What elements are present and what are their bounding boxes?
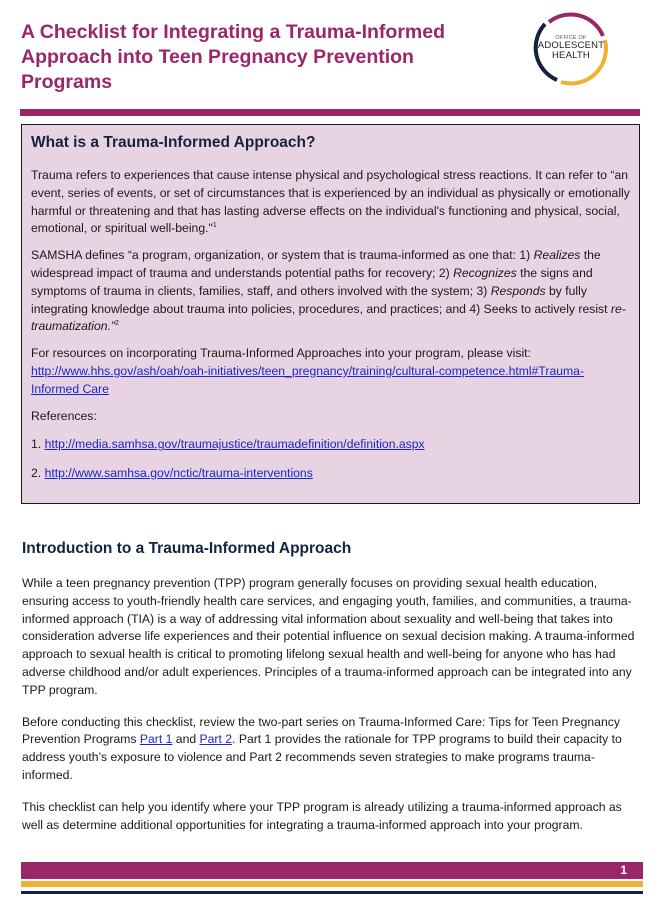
- trauma-informed-info-box: [21, 124, 640, 504]
- footer-navy-rule: [21, 891, 643, 894]
- footnote-ref-1: 1: [212, 222, 217, 230]
- samsha-retraumatization: re-traumatization.”: [31, 301, 626, 334]
- info-box-heading: What is a Trauma-Informed Approach?: [31, 134, 316, 151]
- intro-paragraph-1: While a teen pregnancy prevention (TPP) program generally focuses on providing sexual health education, ensuring access to youth-friendly health care services, and engaging youth, families, and communities, a trauma-informed approach (TIA) is a way of addressing vital information about sexuality and well-being that takes into consideration adverse life experiences and their potential influence on sexual decision making. A trauma-informed approach to sexual health is critical to promoting lifelong sexual health and well-being for anyone who has had adverse childhood and/or adult experiences. Principles of a trauma-informed approach can be integrated into any TPP program.: [22, 576, 635, 697]
- intro-section: [22, 575, 642, 844]
- reference-link-1[interactable]: http://media.samhsa.gov/traumajustice/traumadefinition/definition.aspx: [44, 437, 425, 452]
- samsha-definition-paragraph: [31, 247, 630, 336]
- part-1-link[interactable]: Part 1: [139, 732, 173, 747]
- resources-paragraph: [31, 345, 630, 398]
- samsha-text-3: the signs and symptoms of trauma in clients, families, staff, and others involved with the system; 3): [31, 265, 593, 298]
- intro-p2-text-3: . Part 1 provides the rationale for TPP programs to build their capacity to address youth’s exposure to violence and Part 2 recommends seven strategies to make programs trauma-informed.: [22, 732, 622, 782]
- intro-paragraph-2: [22, 714, 642, 785]
- reference-item: [31, 436, 630, 454]
- samsha-realizes: Realizes: [533, 248, 581, 263]
- part-2-link[interactable]: Part 2: [199, 732, 233, 747]
- samsha-text-4: by fully integrating knowledge about trauma into policies, procedures, and practices; and 4) Seeks to actively resist: [31, 283, 611, 316]
- intro-paragraph-3: This checklist can help you identify where your TPP program is already utilizing a trauma-informed approach as well as determine additional opportunities for integrating a trauma-informed approach into your program.: [22, 799, 622, 832]
- footnote-ref-2: 2: [115, 320, 119, 328]
- trauma-definition-paragraph: [31, 167, 630, 238]
- samsha-text-2: the widespread impact of trauma and understands potential paths for recovery; 2): [31, 248, 601, 280]
- reference-link-2[interactable]: http://www.samhsa.gov/nctic/trauma-interventions: [44, 466, 313, 481]
- reference-item: [31, 465, 630, 483]
- reference-number: 2.: [31, 466, 45, 481]
- trauma-definition-text: Trauma refers to experiences that cause intense physical and psychological stress reactions. It can refer to “an event, series of events, or set of circumstances that is experienced by an individual as physically or emotionally harmful or threatening and that has lasting adverse effects on the individual's functioning and physical, social, emotional, or spiritual well-being.": [31, 168, 630, 236]
- document-title: A Checklist for Integrating a Trauma-Informed Approach into Teen Pregnancy Prevention Programs: [21, 21, 446, 93]
- page-number: 1: [620, 863, 627, 877]
- logo-text-adolescent: ADOLESCENT: [537, 40, 605, 51]
- intro-p2-text-2: and: [172, 732, 200, 747]
- intro-heading: Introduction to a Trauma-Informed Approach: [22, 540, 352, 557]
- header-divider: [20, 109, 640, 116]
- office-of-adolescent-health-logo: [533, 10, 609, 86]
- footer-gold-rule: [21, 881, 643, 887]
- samsha-recognizes: Recognizes: [453, 265, 517, 280]
- resources-text: For resources on incorporating Trauma-Informed Approaches into your program, please visit:: [31, 346, 531, 361]
- logo-text-health: HEALTH: [552, 50, 590, 61]
- footer-bar: [21, 862, 643, 879]
- samsha-responds: Responds: [490, 283, 546, 298]
- samsha-text-1: SAMSHA defines “a program, organization, or system that is trauma-informed as one that: 1): [31, 248, 534, 263]
- resources-link[interactable]: http://www.hhs.gov/ash/oah/oah-initiatives/teen_pregnancy/training/cultural-competence.html#Trauma-Informed Care: [31, 363, 585, 396]
- references-label: References:: [31, 408, 97, 423]
- intro-p2-text-1: Before conducting this checklist, review the two-part series on Trauma-Informed Care: Tips for Teen Pregnancy Prevention Programs: [22, 714, 620, 747]
- logo-text-office-of: OFFICE OF: [555, 35, 587, 41]
- reference-number: 1.: [31, 437, 45, 452]
